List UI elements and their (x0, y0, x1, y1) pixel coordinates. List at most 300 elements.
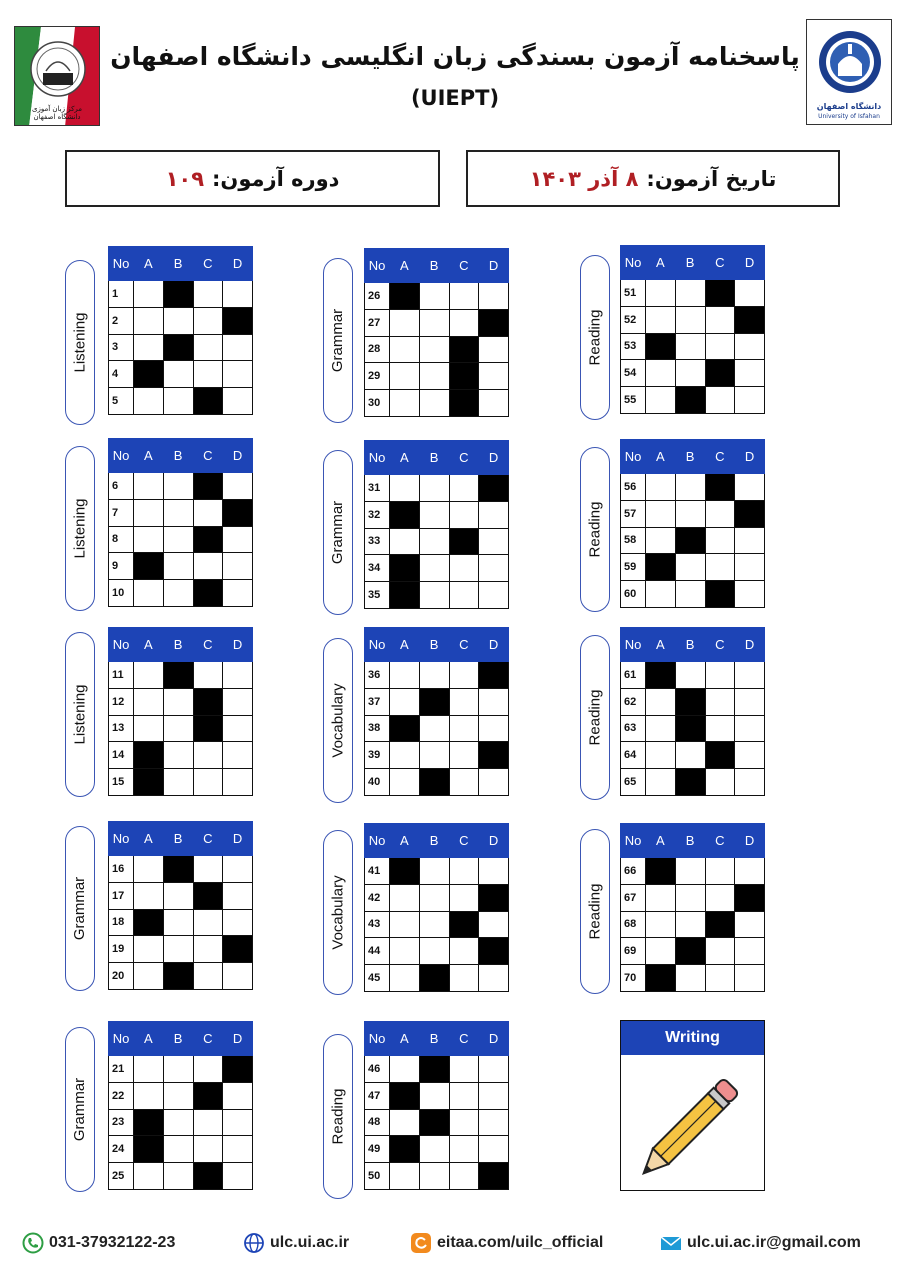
answer-cell-a (390, 309, 420, 336)
answer-cell-c (193, 1163, 223, 1190)
answer-cell-b (419, 1136, 449, 1163)
answer-cell-c (705, 280, 735, 307)
column-header-no: No (109, 628, 134, 662)
answer-cell-c (705, 911, 735, 938)
answer-cell-b (675, 527, 705, 554)
answer-cell-a (390, 582, 420, 609)
mail-icon (660, 1232, 682, 1254)
answer-cell-b (419, 336, 449, 363)
answer-cell-b (163, 688, 193, 715)
answer-cell-d (479, 555, 509, 582)
column-header-b: B (675, 440, 705, 474)
answer-table (108, 438, 253, 607)
question-number: 8 (109, 526, 134, 553)
answer-cell-b (675, 474, 705, 501)
answer-cell-b (675, 769, 705, 796)
question-number: 44 (365, 938, 390, 965)
answer-cell-c (449, 688, 479, 715)
answer-cell-c (705, 333, 735, 360)
website-text: ulc.ui.ac.ir (270, 1234, 350, 1251)
answer-cell-d (223, 882, 253, 909)
table-row (621, 500, 765, 527)
table-row (621, 333, 765, 360)
answer-cell-a (646, 527, 676, 554)
answer-cell-d (735, 715, 765, 742)
answer-cell-d (223, 473, 253, 500)
answer-cell-c (449, 715, 479, 742)
answer-cell-d (735, 858, 765, 885)
answer-cell-a (134, 715, 164, 742)
column-header-d: D (223, 628, 253, 662)
answer-cell-a (390, 1136, 420, 1163)
column-header-no: No (621, 440, 646, 474)
answer-cell-b (675, 858, 705, 885)
answer-cell-b (419, 965, 449, 992)
table-row (365, 555, 509, 582)
eitaa-icon (410, 1232, 432, 1254)
answer-cell-b (419, 911, 449, 938)
answer-cell-d (223, 526, 253, 553)
answer-cell-b (419, 528, 449, 555)
answer-cell-a (390, 1056, 420, 1083)
question-number: 39 (365, 742, 390, 769)
column-header-d: D (479, 441, 509, 475)
phone-text: 031-37932122-23 (49, 1234, 176, 1251)
column-header-b: B (675, 246, 705, 280)
column-header-no: No (109, 439, 134, 473)
question-number: 26 (365, 283, 390, 310)
column-header-a: A (646, 628, 676, 662)
question-number: 58 (621, 527, 646, 554)
answer-cell-a (646, 858, 676, 885)
answer-cell-d (223, 1056, 253, 1083)
answer-cell-c (705, 769, 735, 796)
logo-right-caption-fa: دانشگاه اصفهان (816, 102, 882, 111)
table-row (621, 527, 765, 554)
answer-cell-a (134, 473, 164, 500)
answer-cell-c (449, 1163, 479, 1190)
university-emblem-icon (807, 20, 893, 100)
answer-cell-b (163, 1109, 193, 1136)
column-header-b: B (163, 247, 193, 281)
table-row (621, 858, 765, 885)
section-label-vocabulary (323, 830, 353, 995)
column-header-a: A (390, 824, 420, 858)
answer-cell-d (223, 662, 253, 689)
answer-table (364, 1021, 509, 1190)
column-header-b: B (163, 628, 193, 662)
answer-cell-d (735, 360, 765, 387)
answer-cell-a (134, 553, 164, 580)
question-number: 14 (109, 742, 134, 769)
answer-cell-a (134, 688, 164, 715)
answer-cell-d (223, 936, 253, 963)
table-row (621, 554, 765, 581)
answer-cell-a (646, 387, 676, 414)
answer-cell-c (193, 662, 223, 689)
answer-cell-c (705, 662, 735, 689)
table-row (109, 662, 253, 689)
section-label-text: Vocabulary (329, 683, 347, 758)
question-number: 30 (365, 390, 390, 417)
answer-cell-d (223, 499, 253, 526)
exam-period-value: ۱۰۹ (165, 166, 205, 191)
question-number: 35 (365, 582, 390, 609)
question-number: 40 (365, 769, 390, 796)
logo-left-caption-2: دانشگاه اصفهان (33, 113, 81, 121)
section-label-grammar (323, 450, 353, 615)
answer-cell-c (193, 473, 223, 500)
answer-cell-a (134, 580, 164, 607)
section-label-grammar (65, 826, 95, 991)
question-number: 69 (621, 938, 646, 965)
table-row (109, 1109, 253, 1136)
table-row (621, 474, 765, 501)
answer-cell-c (193, 1136, 223, 1163)
answer-cell-a (134, 742, 164, 769)
answer-cell-b (163, 307, 193, 334)
footer-website[interactable] (243, 1232, 349, 1254)
answer-table (620, 823, 765, 992)
answer-cell-b (419, 1082, 449, 1109)
question-number: 9 (109, 553, 134, 580)
table-row (365, 475, 509, 502)
answer-cell-c (449, 1056, 479, 1083)
answer-cell-b (163, 361, 193, 388)
answer-cell-c (193, 882, 223, 909)
answer-cell-c (449, 769, 479, 796)
answer-cell-c (705, 527, 735, 554)
writing-label: Writing (621, 1021, 764, 1055)
answer-cell-b (163, 1163, 193, 1190)
question-number: 41 (365, 858, 390, 885)
table-row (365, 336, 509, 363)
answer-table (364, 823, 509, 992)
question-number: 56 (621, 474, 646, 501)
answer-cell-d (735, 581, 765, 608)
table-row (365, 688, 509, 715)
question-number: 59 (621, 554, 646, 581)
answer-cell-c (449, 475, 479, 502)
question-number: 51 (621, 280, 646, 307)
answer-cell-d (479, 363, 509, 390)
column-header-c: C (449, 249, 479, 283)
column-header-no: No (365, 824, 390, 858)
answer-cell-d (735, 742, 765, 769)
question-number: 62 (621, 688, 646, 715)
column-header-a: A (134, 439, 164, 473)
answer-cell-c (705, 858, 735, 885)
column-header-no: No (109, 1022, 134, 1056)
table-row (109, 1163, 253, 1190)
answer-cell-a (390, 884, 420, 911)
table-row (621, 280, 765, 307)
answer-cell-d (479, 1136, 509, 1163)
answer-cell-c (705, 581, 735, 608)
answer-cell-b (163, 499, 193, 526)
question-number: 7 (109, 499, 134, 526)
pencil-icon (636, 1061, 754, 1186)
column-header-d: D (223, 1022, 253, 1056)
question-number: 65 (621, 769, 646, 796)
column-header-no: No (109, 822, 134, 856)
answer-cell-b (163, 334, 193, 361)
answer-cell-b (419, 363, 449, 390)
column-header-a: A (390, 1022, 420, 1056)
answer-cell-c (193, 1109, 223, 1136)
writing-section (620, 1020, 765, 1191)
answer-cell-a (390, 911, 420, 938)
table-row (109, 856, 253, 883)
section-label-text: Grammar (71, 876, 89, 941)
column-header-b: B (163, 439, 193, 473)
answer-cell-b (419, 742, 449, 769)
answer-cell-b (419, 1163, 449, 1190)
answer-cell-b (675, 581, 705, 608)
answer-cell-b (163, 526, 193, 553)
column-header-no: No (621, 824, 646, 858)
column-header-b: B (419, 1022, 449, 1056)
column-header-c: C (193, 628, 223, 662)
answer-cell-d (223, 909, 253, 936)
answer-cell-d (479, 938, 509, 965)
answer-cell-b (419, 309, 449, 336)
answer-cell-b (675, 911, 705, 938)
answer-cell-d (735, 280, 765, 307)
question-number: 20 (109, 963, 134, 990)
language-center-logo (14, 26, 100, 126)
table-row (109, 963, 253, 990)
answer-cell-a (646, 742, 676, 769)
table-row (621, 581, 765, 608)
column-header-d: D (479, 628, 509, 662)
table-row (109, 388, 253, 415)
column-header-b: B (163, 1022, 193, 1056)
answer-cell-d (479, 858, 509, 885)
answer-cell-d (479, 662, 509, 689)
answer-cell-d (479, 582, 509, 609)
answer-cell-b (675, 333, 705, 360)
answer-cell-b (163, 281, 193, 308)
answer-cell-a (646, 306, 676, 333)
answer-cell-c (449, 501, 479, 528)
answer-table (620, 627, 765, 796)
column-header-no: No (365, 1022, 390, 1056)
table-row (365, 283, 509, 310)
answer-cell-c (705, 554, 735, 581)
answer-table (620, 245, 765, 414)
answer-cell-a (134, 361, 164, 388)
column-header-d: D (735, 440, 765, 474)
column-header-a: A (134, 822, 164, 856)
answer-cell-b (419, 475, 449, 502)
question-number: 47 (365, 1082, 390, 1109)
answer-cell-a (390, 555, 420, 582)
column-header-c: C (193, 439, 223, 473)
exam-date-label: تاریخ آزمون: (646, 166, 777, 191)
footer-email[interactable] (660, 1232, 861, 1254)
table-row (621, 688, 765, 715)
column-header-a: A (390, 249, 420, 283)
page-subtitle: (UIEPT) (410, 86, 500, 110)
table-row (621, 938, 765, 965)
table-row (109, 473, 253, 500)
table-row (621, 715, 765, 742)
section-label-listening (65, 260, 95, 425)
answer-cell-b (419, 283, 449, 310)
answer-cell-b (675, 387, 705, 414)
answer-cell-a (134, 662, 164, 689)
university-logo (806, 19, 892, 125)
question-number: 61 (621, 662, 646, 689)
question-number: 25 (109, 1163, 134, 1190)
table-row (365, 911, 509, 938)
column-header-c: C (705, 246, 735, 280)
answer-cell-a (134, 499, 164, 526)
column-header-b: B (163, 822, 193, 856)
answer-cell-d (735, 306, 765, 333)
column-header-a: A (646, 246, 676, 280)
question-number: 31 (365, 475, 390, 502)
answer-cell-d (479, 1056, 509, 1083)
column-header-b: B (675, 824, 705, 858)
answer-cell-a (390, 363, 420, 390)
answer-cell-b (675, 554, 705, 581)
question-number: 50 (365, 1163, 390, 1190)
answer-cell-b (675, 360, 705, 387)
phone-icon (22, 1232, 44, 1254)
column-header-d: D (735, 246, 765, 280)
column-header-c: C (705, 824, 735, 858)
question-number: 33 (365, 528, 390, 555)
table-row (109, 499, 253, 526)
table-row (109, 526, 253, 553)
answer-cell-a (390, 858, 420, 885)
question-number: 42 (365, 884, 390, 911)
section-label-reading (323, 1034, 353, 1199)
section-label-listening (65, 632, 95, 797)
answer-cell-c (705, 500, 735, 527)
column-header-b: B (675, 628, 705, 662)
answer-cell-b (419, 715, 449, 742)
answer-cell-b (419, 1109, 449, 1136)
answer-cell-c (449, 858, 479, 885)
footer-eitaa[interactable] (410, 1232, 603, 1254)
answer-cell-d (223, 281, 253, 308)
answer-cell-d (479, 1082, 509, 1109)
answer-cell-c (449, 965, 479, 992)
answer-cell-d (479, 1109, 509, 1136)
answer-cell-b (675, 884, 705, 911)
table-row (109, 909, 253, 936)
answer-cell-b (419, 390, 449, 417)
answer-cell-d (735, 965, 765, 992)
exam-date-box (466, 150, 840, 207)
table-row (621, 360, 765, 387)
column-header-c: C (449, 824, 479, 858)
answer-cell-d (223, 1082, 253, 1109)
answer-cell-d (223, 388, 253, 415)
question-number: 15 (109, 769, 134, 796)
column-header-c: C (193, 247, 223, 281)
footer-phone[interactable] (22, 1232, 175, 1254)
answer-cell-a (390, 283, 420, 310)
answer-cell-c (193, 307, 223, 334)
answer-cell-a (134, 388, 164, 415)
question-number: 23 (109, 1109, 134, 1136)
answer-cell-b (163, 388, 193, 415)
column-header-c: C (449, 441, 479, 475)
answer-cell-d (223, 715, 253, 742)
answer-cell-a (646, 280, 676, 307)
question-number: 24 (109, 1136, 134, 1163)
answer-cell-a (646, 662, 676, 689)
answer-table (364, 627, 509, 796)
answer-cell-a (646, 938, 676, 965)
question-number: 10 (109, 580, 134, 607)
question-number: 5 (109, 388, 134, 415)
question-number: 43 (365, 911, 390, 938)
answer-cell-c (193, 526, 223, 553)
answer-cell-a (390, 390, 420, 417)
table-row (365, 1082, 509, 1109)
answer-cell-c (705, 938, 735, 965)
answer-cell-d (479, 688, 509, 715)
table-row (365, 1056, 509, 1083)
answer-cell-c (449, 1082, 479, 1109)
table-row (109, 769, 253, 796)
section-label-reading (580, 829, 610, 994)
answer-cell-c (705, 965, 735, 992)
answer-cell-b (419, 662, 449, 689)
answer-cell-b (163, 856, 193, 883)
question-number: 21 (109, 1056, 134, 1083)
answer-cell-d (479, 911, 509, 938)
answer-cell-a (134, 1163, 164, 1190)
question-number: 60 (621, 581, 646, 608)
answer-cell-a (646, 500, 676, 527)
logo-right-caption-en: University of Isfahan (818, 113, 880, 120)
answer-cell-b (419, 501, 449, 528)
table-row (365, 309, 509, 336)
answer-cell-a (134, 909, 164, 936)
answer-cell-c (449, 1136, 479, 1163)
answer-cell-d (479, 715, 509, 742)
answer-cell-b (163, 473, 193, 500)
table-row (621, 911, 765, 938)
question-number: 18 (109, 909, 134, 936)
question-number: 37 (365, 688, 390, 715)
question-number: 27 (365, 309, 390, 336)
section-label-text: Grammar (329, 308, 347, 373)
answer-cell-b (419, 688, 449, 715)
answer-cell-c (193, 499, 223, 526)
question-number: 54 (621, 360, 646, 387)
answer-cell-d (223, 580, 253, 607)
answer-cell-c (449, 555, 479, 582)
answer-cell-d (735, 500, 765, 527)
section-label-text: Reading (586, 689, 604, 746)
answer-cell-c (449, 911, 479, 938)
question-number: 46 (365, 1056, 390, 1083)
answer-cell-b (163, 1136, 193, 1163)
table-row (109, 715, 253, 742)
column-header-no: No (109, 247, 134, 281)
answer-cell-a (390, 1109, 420, 1136)
answer-cell-a (390, 688, 420, 715)
answer-cell-d (479, 309, 509, 336)
table-row (365, 501, 509, 528)
